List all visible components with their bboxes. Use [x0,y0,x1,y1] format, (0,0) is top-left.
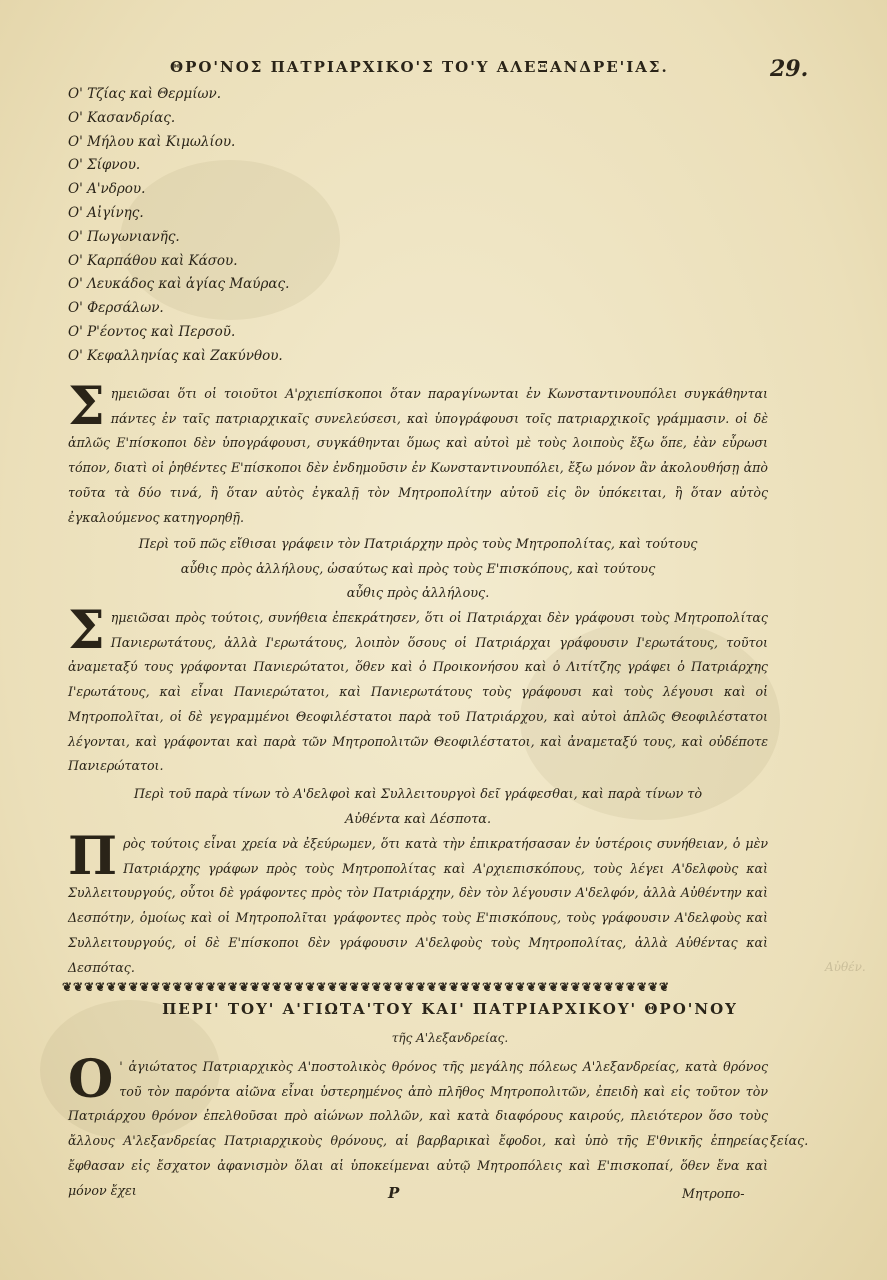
catchword: Μητροπο- [682,1186,745,1201]
section-subtitle: τῆς Α'λεξανδρείας. [391,1031,509,1045]
list-item: Ο' Μήλου καὶ Κιμωλίου. [68,133,236,150]
drop-cap: Σ [68,600,105,661]
ornamental-rule: ❦❦❦❦❦❦❦❦❦❦❦❦❦❦❦❦❦❦❦❦❦❦❦❦❦❦❦❦❦❦❦❦❦❦❦❦❦❦❦❦❦❦❦❦❦❦❦❦❦❦❦❦❦❦❦ [62,980,671,994]
heading-line: Περὶ τοῦ πῶς εἴθισαι γράφειν τὸν Πατριάρχην πρὸς τοὺς Μητροπολίτας, καὶ τούτους [138,537,698,552]
section-heading-brothers [68,783,768,832]
paragraph-text: ημειῶσαι ὅτι οἱ τοιοῦτοι Α'ρχιεπίσκοποι ὅταν παραγίνωνται ἐν Κωνσταντινουπόλει συγκάθηνται πάντες ἐν ταῖς πατριαρχικαῖς συνελεύσεσι, καὶ ὑπογράφουσι τοῖς πατριαρχικοῖς γράμμασιν. οἱ δὲ ἁπλῶς Ε'πίσκοποι δὲν ὑπογράφουσι, συγκάθηνται ὅμως καὶ αὐτοὶ μὲ τοὺς λοιποὺς ἔξω ὅπε, ἐὰν εὗρωσι τόπον, διατὶ οἱ ῥηθέντες Ε'πίσκοποι δὲν ἐνδημοῦσιν ἐν Κωνσταντινουπόλει, ἔξω μόνον ἂν ἀκολουθήσῃ ἀπὸ τοῦτα τὰ δύο τινά, ἢ ὅταν αὐτὸς ἐγκαλῇ τὸν Μητροπολίτην αὐτοῦ εἰς ὃν ὑπόκειται, ἢ ὅταν αὐτὸς ἐγκαλούμενος κατηγορηθῇ. [68,386,768,525]
section-title: ΠΕΡΙ' ΤΟΥ' Α'ΓΙΩΤΑ'ΤΟΥ ΚΑΙ' ΠΑΤΡΙΑΡΧΙΚΟΥ' ΘΡΟ'ΝΟΥ [162,1000,738,1018]
margin-note: ξείας. [770,1133,809,1148]
paragraph-text: ' ἁγιώτατος Πατριαρχικὸς Α'ποστολικὸς θρόνος τῆς μεγάλης πόλεως Α'λεξανδρείας, κατὰ θρόνος τοῦ τὸν παρόντα αἰῶνα εἶναι ὑστερημένος ἀπὸ πλῆθος Μητροπολιτῶν, ἐπειδὴ καὶ εἰς τοῦτον τὸν Πατριάρχου θρόνον ἐπελθοῦσαι πρὸ αἰώνων πολλῶν, καὶ κατὰ διαφόρους καιρούς, πλειότερον ὅσο τοὺς ἄλλους Α'λεξανδρείας Πατριαρχικοὺς θρόνους, αἱ βαρβαρικαὶ ἔφοδοι, καὶ ὑπὸ τῆς Ε'θνικῆς ἐπηρείας ἔφθασαν εἰς ἔσχατον ἀφανισμὸν ὅλαι αἱ ὑποκείμεναι αὐτῷ Μητροπόλεις καὶ Ε'πισκοπαί, ὅθεν ἕνα καὶ μόνον ἔχει [68,1059,768,1198]
drop-cap: Σ [68,376,105,437]
show-through-text: Αὐθέν. [825,960,866,974]
list-item: Ο' Κεφαλληνίας καὶ Ζακύνθου. [68,347,283,364]
folio-number: 29. [770,56,809,82]
bishopric-list [68,82,289,368]
list-item: Ο' Πωγωνιανῆς. [68,228,180,245]
drop-cap: Π [68,826,118,887]
running-head: ΘΡΟ'ΝΟΣ ΠΑΤΡΙΑΡΧΙΚΟ'Σ ΤΟ'Υ ΑΛΕΞΑΝΔΡΕ'ΙΑΣ. [170,58,669,76]
drop-cap: Ο [68,1049,114,1110]
list-item: Ο' Λευκάδος καὶ ἁγίας Μαύρας. [68,276,290,293]
heading-line: Αὐθέντα καὶ Δέσποτα. [344,811,492,827]
list-item: Ο' Α'νδρου. [68,181,146,198]
heading-line: αὖθις πρὸς ἀλλήλους, ὡσαύτως καὶ πρὸς τοὺς Ε'πισκόπους, καὶ τούτους [180,561,656,577]
list-item: Ο' Τζίας καὶ Θερμίων. [68,86,222,102]
paragraph-text: ημειῶσαι πρὸς τούτοις, συνήθεια ἐπεκράτησεν, ὅτι οἱ Πατριάρχαι δὲν γράφουσι τοὺς Μητροπολίτας Πανιερωτάτους, ἀλλὰ Ι'ερωτάτους, λοιπὸν ὅσους οἱ Πατριάρχαι γράφουσιν Ι'ερωτάτους, τοῦτοι ἀναμεταξύ τους γράφονται Πανιερώτατοι, ὅθεν καὶ ὁ Προικονήσου καὶ ὁ Λιτίτζης γράφει ὁ Πατριάρχης Ι'ερωτάτους, καὶ εἶναι Πανιερώτατοι, καὶ Πανιερωτάτους τοὺς γράφουσι καὶ τοὺς λέγουσι καὶ οἱ Μητροπολῖται, οἱ δὲ γεγραμμένοι Θεοφιλέστατοι παρὰ τοῦ Πατριάρχου, καὶ αὐτοὶ ἁπλῶς Θεοφιλέστατοι λέγονται, καὶ γράφονται καὶ παρὰ τῶν Μητροπολιτῶν Θεοφιλέστατοι, καὶ ἀναμεταξύ τους, καὶ οὐδέποτε Πανιερώτατοι. [68,610,768,774]
list-item: Ο' Κασανδρίας. [68,109,176,126]
list-item: Ο' Σίφνου. [68,157,141,174]
paragraph-text: ρὸς τούτοις εἶναι χρεία νὰ ἐξεύρωμεν, ὅτι κατὰ τὴν ἐπικρατήσασαν ἐν ὑστέροις συνήθειαν, ὁ μὲν Πατριάρχης γράφων πρὸς τοὺς Μητροπολίτας καὶ Α'ρχιεπισκόπους, τοὺς λέγει Α'δελφοὺς καὶ Συλλειτουργούς, οὗτοι δὲ γράφοντες πρὸς τὸν Πατριάρχην, δὲν τὸν λέγουσιν Α'δελφόν, ἀλλὰ Αὐθέντην καὶ Δεσπότην, ὁμοίως καὶ οἱ Μητροπολῖται γράφοντες πρὸς τοὺς Ε'πισκόπους, τοὺς γράφουσιν Α'δελφοὺς καὶ Συλλειτουργούς, οἱ δὲ Ε'πίσκοποι δὲν γράφουσιν Α'δελφοὺς τοὺς Μητροπολίτας, ἀλλὰ Αὐθέντας καὶ Δεσπότας. [68,836,768,975]
list-item: Ο' Ρ'έοντος καὶ Περσοῦ. [68,323,236,340]
list-item: Ο' Αἰγίνης. [68,204,144,221]
heading-line: Περὶ τοῦ παρὰ τίνων τὸ Α'δελφοὶ καὶ Συλλειτουργοὶ δεῖ γράφεσθαι, καὶ παρὰ τίνων τὸ [133,787,703,802]
list-item: Ο' Φερσάλων. [68,300,164,317]
signature-mark: P [388,1184,400,1202]
section-heading-writing [68,533,768,607]
paragraph-titles [68,600,768,779]
paragraph-alexandria [68,1049,768,1203]
paragraph-archbishops [68,376,768,530]
heading-line: αὖθις πρὸς ἀλλήλους. [346,586,490,601]
paragraph-brothers [68,826,768,980]
list-item: Ο' Καρπάθου καὶ Κάσου. [68,252,238,269]
